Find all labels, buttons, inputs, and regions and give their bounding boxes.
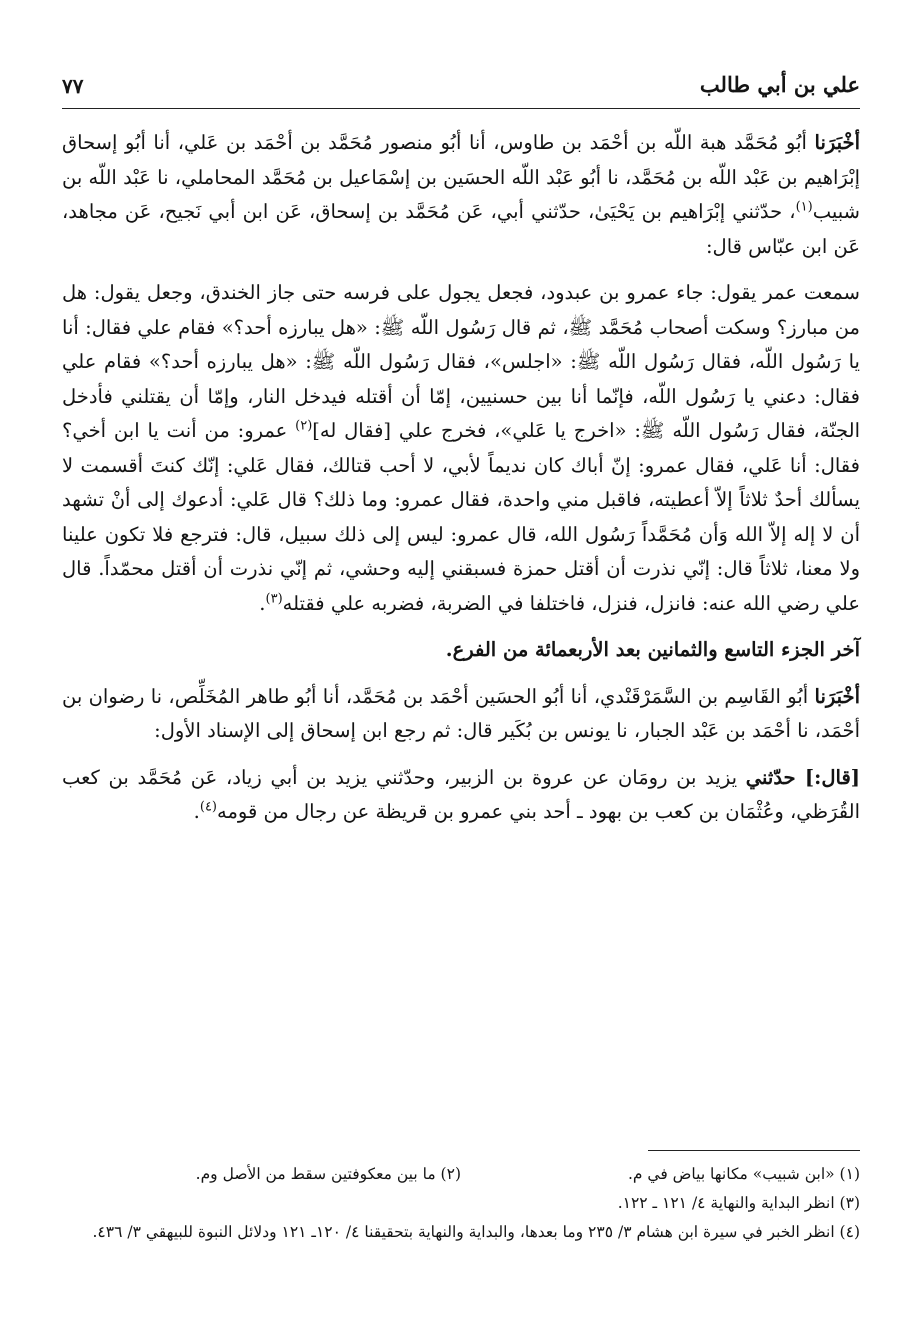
- running-title: علي بن أبي طالب: [699, 72, 860, 97]
- paragraph-end: .: [259, 591, 266, 615]
- paragraph-lead: أخْبَرَنا: [814, 131, 860, 154]
- footnote-ref-3: (٣): [265, 591, 283, 606]
- paragraph-text: سمعت عمر يقول: جاء عمرو بن عبدود، فجعل يجول على فرسه حتى جاز الخندق، وجعل يقول: هل من مبارز؟ وسكت أصحاب مُحَمَّد ﷺ، ثم قال رَسُول اللّه ﷺ: «هل يبارزه أحد؟» فقام علي فقال: أنا يا رَسُول اللّه، فقال رَسُول اللّه ﷺ: «اجلس»، فقال رَسُول اللّه ﷺ: «هل يبارزه أحد؟» فقام علي فقال: دعني يا رَسُول اللّه، فإنّما أنا بين حسنيين، إمّا أن أقتله فيدخل النار، وإمّا أن يقتلني فأدخل الجنّة، فقال رَسُول اللّه ﷺ: «اخرج يا عَلي»، فخرج علي [فقال له]: [62, 281, 860, 442]
- running-header: [62, 68, 860, 109]
- main-text: [62, 126, 860, 842]
- footnote-divider: [648, 1150, 860, 1151]
- page-number: ٧٧: [62, 74, 84, 98]
- paragraph-text: أبُو القَاسِم بن السَّمَرْقَنْدي، أنا أبُو الحسَين أحْمَد بن مُحَمَّد، أنا أبُو طاهر المُخَلِّص، نا رضوان بن أحْمَد، نا أحْمَد بن عَبْد الجبار، نا يونس بن بُكَير قال: ثم رجع ابن إسحاق إلى الإسناد الأول:: [62, 684, 860, 742]
- footnote-1: (١) «ابن شبيب» مكانها بياض في م.: [627, 1165, 860, 1183]
- footnote-row: [62, 1160, 860, 1189]
- paragraph-isnad-1: [62, 126, 860, 264]
- paragraph-isnad-2: [62, 680, 860, 749]
- footnote-4: (٤) انظر الخبر في سيرة ابن هشام ٣/ ٢٣٥ وما بعدها، والبداية والنهاية بتحقيقنا ٤/ ١٢٠ـ ١٢١ ودلائل النبوة للبيهقي ٣/ ٤٣٦.: [92, 1223, 860, 1241]
- section-end-note: آخر الجزء التاسع والثمانين بعد الأربعمائة من الفرع.: [445, 638, 860, 661]
- paragraph-narrative: [62, 276, 860, 621]
- paragraph-text: يزيد بن رومَان عن عروة بن الزبير، وحدّثني يزيد بن أبي زياد، عَن مُحَمَّد بن كعب القُرَظي، وعُثْمَان بن كعب بن بهود ـ أحد بني عمرو بن قريظة عن رجال من قومه: [62, 765, 860, 823]
- paragraph-isnad-3: [62, 761, 860, 830]
- footnote-3: (٣) انظر البداية والنهاية ٤/ ١٢١ ـ ١٢٢.: [617, 1194, 860, 1212]
- footnote-ref-4: (٤): [199, 799, 217, 815]
- paragraph-text: أبُو مُحَمَّد هبة اللّه بن أحْمَد بن طاوس، أنا أبُو منصور مُحَمَّد بن أحْمَد بن عَلي، أنا أبُو إسحاق إبْرَاهيم بن عَبْد اللّه بن مُحَمَّد، نا أبُو عَبْد اللّه الحسَين بن إسْمَاعيل بن مُحَمَّد المحاملي، نا عَبْد اللّه بن شبيب: [62, 131, 860, 223]
- paragraph-tail: .: [193, 800, 200, 823]
- paragraph-lead: [قال:] حدّثني: [745, 765, 860, 789]
- footnotes: [62, 1160, 860, 1247]
- footnote-ref-2: (٢): [295, 418, 313, 434]
- paragraph-tail: ، حدّثني إبْرَاهيم بن يَحْيَىٰ، حدّثني أبي، عَن مُحَمَّد بن إسحاق، عَن ابن أبي نَجيح، عَن مجاهد، عَن ابن عبّاس قال:: [62, 200, 860, 258]
- footnote-2: (٢) ما بين معكوفتين سقط من الأصل وم.: [195, 1165, 461, 1183]
- paragraph-lead: أخْبَرَنا: [814, 684, 860, 708]
- paragraph-tail: عمرو: من أنت يا ابن أخي؟ فقال: أنا عَلي، فقال عمرو: إنّ أباك كان نديماً لأبي، لا أحب قتالك، فقال عَلي: إنّك كنتَ أقسمت لا يسألك أحدٌ ثلاثاً إلاّ أعطيته، فاقبل مني واحدة، فقال عمرو: وما ذلك؟ قال عَلي: أدعوك إلى أنْ تشهد أن لا إله إلاّ الله وَأن مُحَمَّداً رَسُول الله، قال عمرو: ليس إلى ذلك سبيل، قال: فترجع فلا تكون علينا ولا معنا، ثلاثاً قال: إنّي نذرت أن أقتل حمزة فسبقني إليه وحشي، ثم إنّي نذرت أن أقتل محمّداً. قال علي رضي الله عنه: فانزل، فنزل، فاختلفا في الضربة، فضربه علي فقتله: [62, 419, 860, 615]
- footnote-ref-1: (١): [795, 199, 813, 215]
